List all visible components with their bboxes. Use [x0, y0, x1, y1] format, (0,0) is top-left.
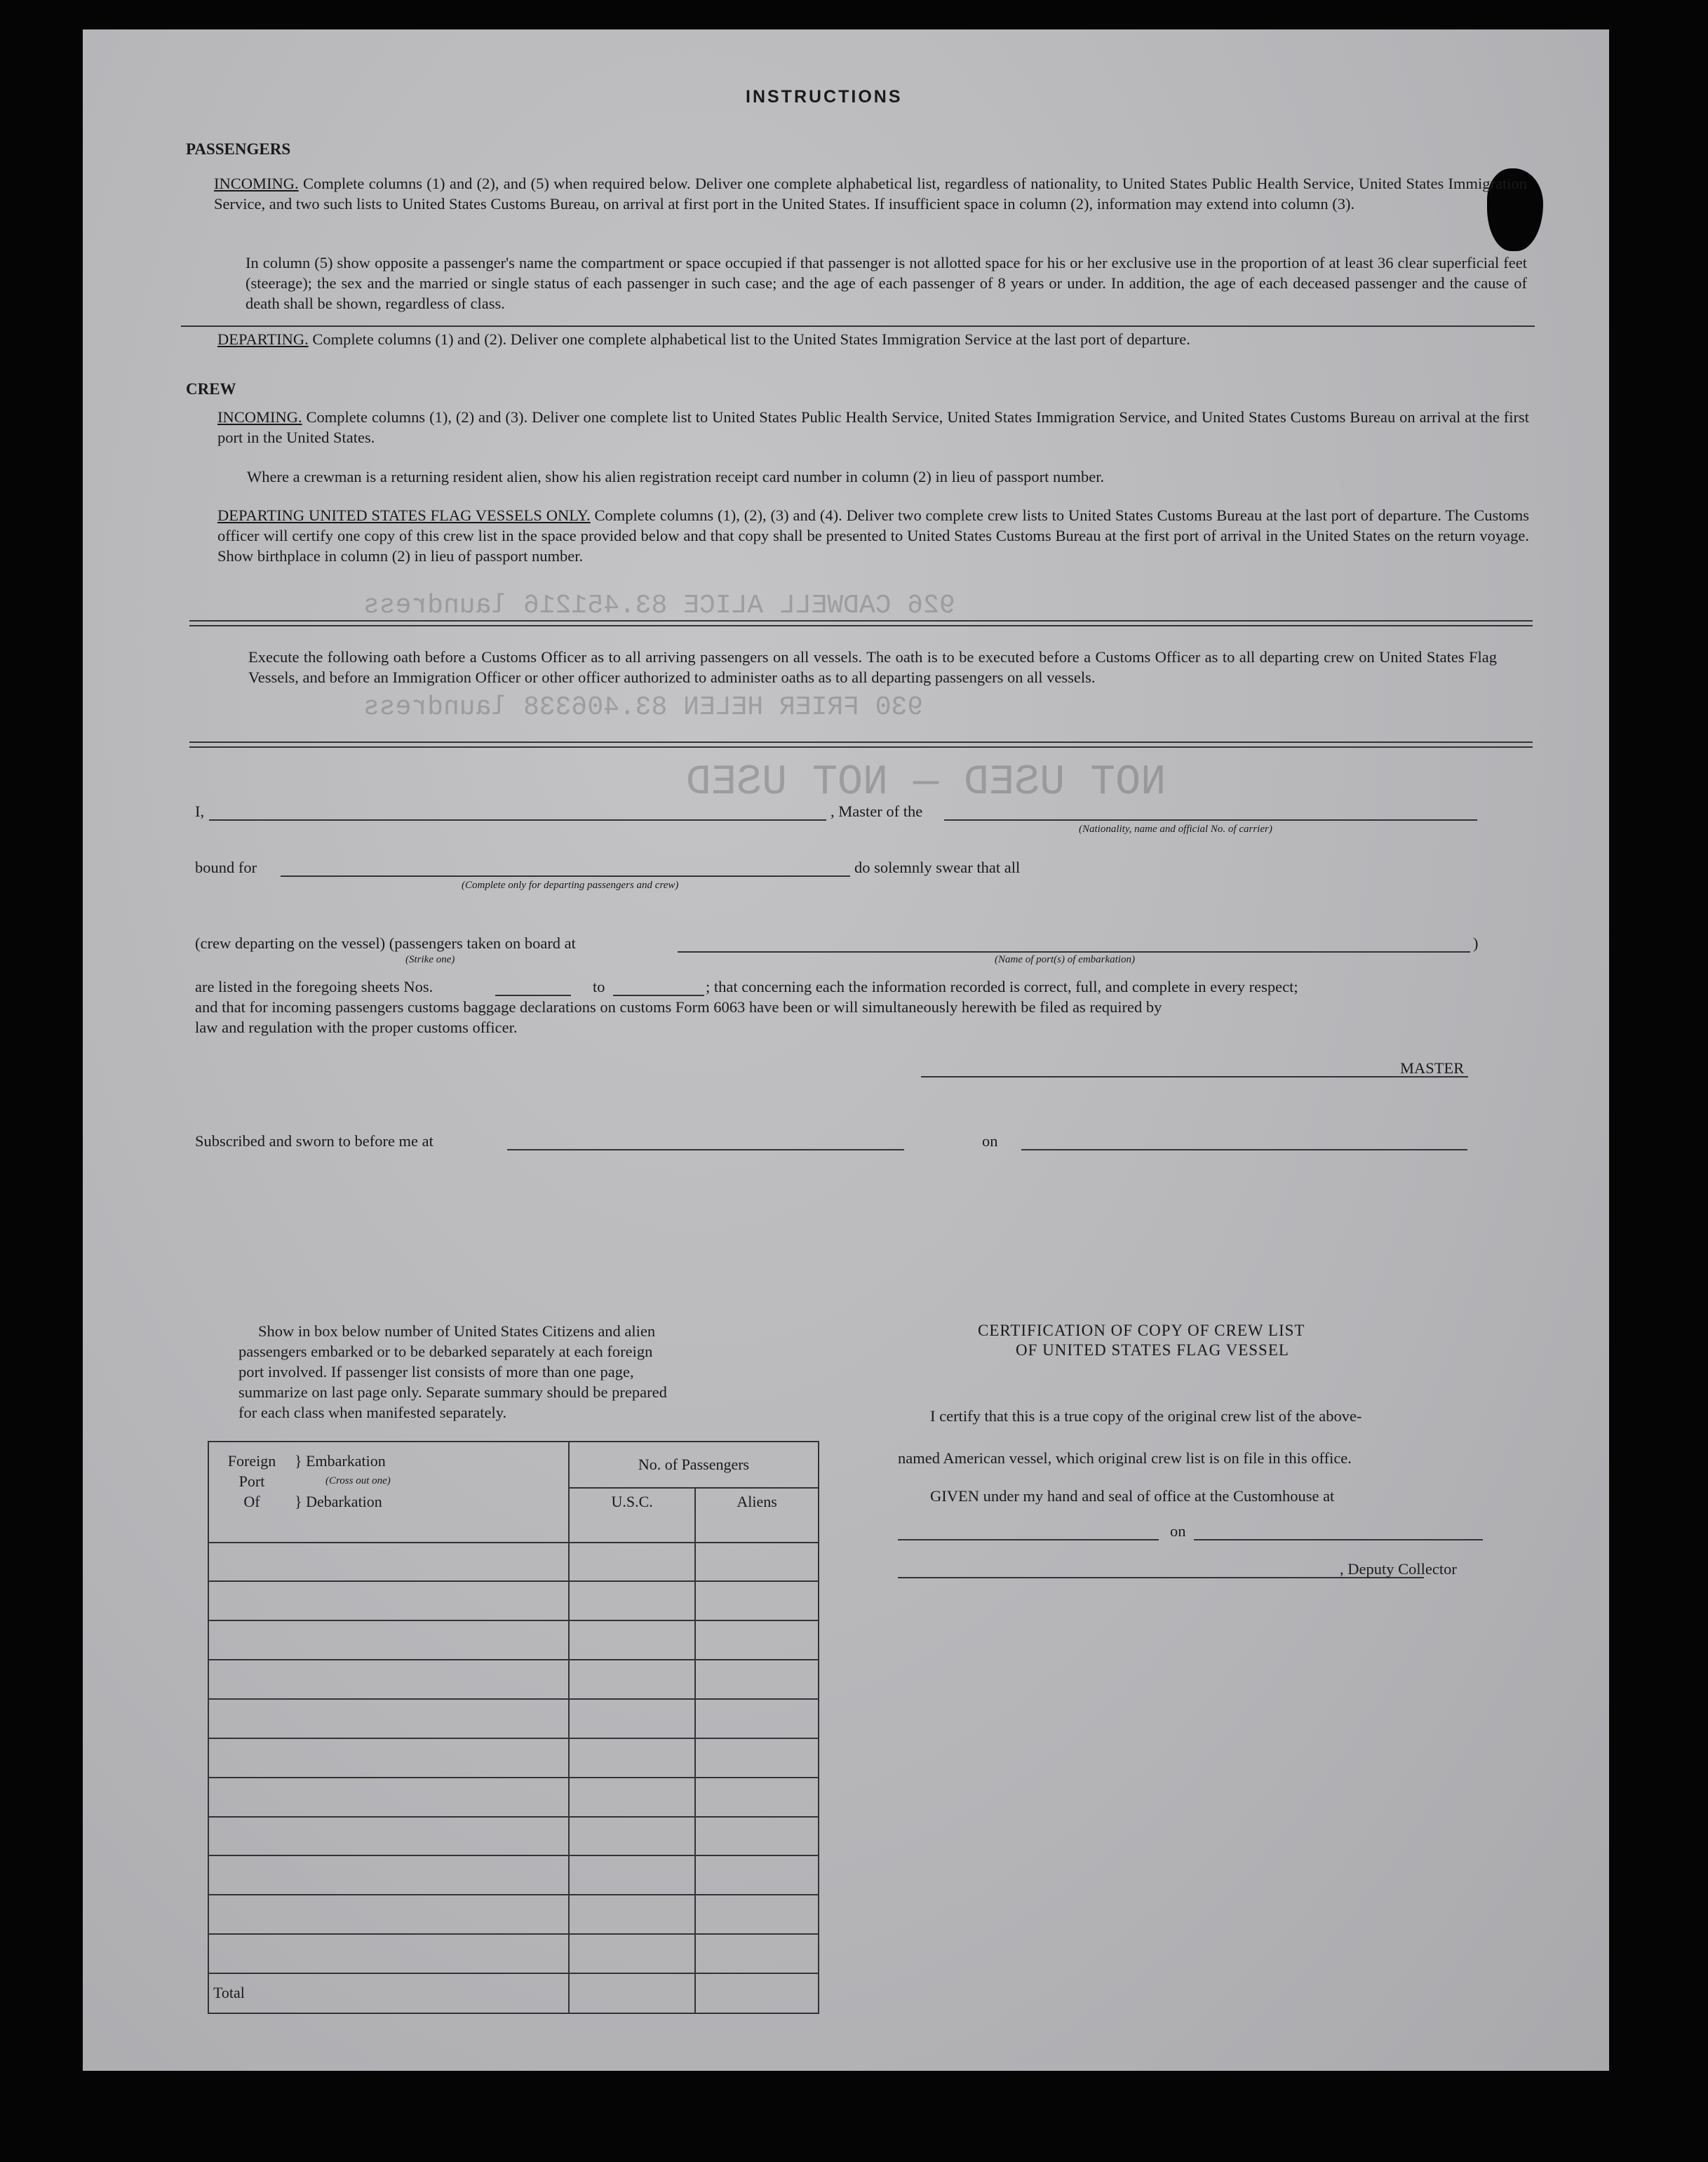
alien-paragraph: Where a crewman is a returning resident alien, show his alien registration receipt card number in column (2) in lieu of passport number. [247, 468, 1105, 485]
port-cell[interactable] [208, 1778, 569, 1817]
port-cell[interactable] [208, 1895, 569, 1934]
port-cell[interactable] [208, 1855, 569, 1895]
listed-post-label: ; that concerning each the information recorded is correct, full, and complete in every respect; [706, 978, 1298, 995]
listed-to-label: to [593, 978, 605, 995]
document-sheet [83, 29, 1609, 2071]
summary-line-2: passengers embarked or to be debarked separately at each foreign [238, 1343, 653, 1360]
sheet-from-field[interactable] [495, 995, 571, 996]
certification-on-label: on [1170, 1522, 1186, 1540]
passengers-heading: PASSENGERS [186, 140, 291, 158]
summary-line-5: for each class when manifested separately. [238, 1404, 507, 1421]
passengers-departing-label: DEPARTING. [217, 330, 309, 348]
passengers-departing-paragraph [217, 329, 1529, 349]
port-embarkation-field[interactable] [678, 951, 1470, 953]
cross-out-note: (Cross out one) [325, 1475, 391, 1486]
page-title: INSTRUCTIONS [746, 87, 903, 107]
double-divider [189, 620, 1533, 626]
certification-heading-2: OF UNITED STATES FLAG VESSEL [1016, 1341, 1289, 1359]
usc-cell[interactable] [569, 1543, 695, 1582]
subscribed-date-field[interactable] [1021, 1149, 1467, 1150]
port-cell[interactable] [208, 1817, 569, 1856]
passengers-incoming-paragraph [214, 173, 1527, 214]
port-cell[interactable] [208, 1543, 569, 1582]
aliens-cell[interactable] [695, 1778, 819, 1817]
close-paren: ) [1473, 934, 1479, 952]
crew-departing-label: (crew departing on the vessel) (passengers taken on board at [195, 934, 576, 952]
carrier-field[interactable] [944, 819, 1477, 821]
aliens-cell[interactable] [695, 1738, 819, 1778]
crew-incoming-label: INCOMING. [217, 408, 302, 426]
aliens-cell[interactable] [695, 1895, 819, 1934]
certification-date-field[interactable] [1194, 1539, 1483, 1540]
aliens-cell[interactable] [695, 1620, 819, 1660]
crew-incoming-paragraph [217, 407, 1529, 448]
master-of-the-label: , Master of the [831, 803, 923, 820]
deputy-collector-label: , Deputy Collector [1340, 1560, 1457, 1578]
usc-cell[interactable] [569, 1660, 695, 1699]
port-cell[interactable] [208, 1620, 569, 1660]
subscribed-place-field[interactable] [507, 1149, 904, 1150]
certification-line-2: named American vessel, which original crew list is on file in this office. [898, 1449, 1352, 1467]
do-swear-label: do solemnly swear that all [854, 859, 1021, 876]
passengers-incoming-label: INCOMING. [214, 175, 299, 192]
debarkation-label: } Debarkation [295, 1493, 382, 1510]
oath-i-label: I, [195, 803, 205, 820]
bound-for-field[interactable] [281, 875, 850, 877]
master-label: MASTER [1400, 1059, 1465, 1077]
bleed-through-text: NOT USED — NOT USED [686, 759, 1166, 807]
no-of-passengers-header: No. of Passengers [569, 1442, 819, 1488]
port-header-cell [208, 1442, 569, 1543]
nationality-note: (Nationality, name and official No. of carrier) [1079, 824, 1272, 835]
aliens-cell[interactable] [695, 1543, 819, 1582]
bleed-through-text: 926 CADWELL ALICE 83.451216 laundress [363, 591, 955, 621]
subscribed-label: Subscribed and sworn to before me at [195, 1132, 433, 1150]
aliens-cell[interactable] [695, 1855, 819, 1895]
embarkation-label: } Embarkation [295, 1452, 386, 1470]
column5-paragraph: In column (5) show opposite a passenger's name the compartment or space occupied if that passenger is not allotted space for his or her exclusive use in the proportion of at least 36 clear superficial feet (steerage); the sex and the married or single status of each passenger in such case; and the age of each passenger of 8 years or under. In addition, the age of each deceased passenger and the cause of death shall be shown, regardless of class. [246, 254, 1527, 312]
port-label: Port [238, 1472, 265, 1490]
summary-line-3: port involved. If passenger list consists of more than one page, [238, 1363, 634, 1381]
bleed-through-text: 930 FRIER HELEN 83.406338 laundress [363, 692, 924, 723]
usc-cell[interactable] [569, 1817, 695, 1856]
aliens-cell[interactable] [695, 1660, 819, 1699]
listed-pre-label: are listed in the foregoing sheets Nos. [195, 978, 433, 995]
passengers-incoming-text: Complete columns (1) and (2), and (5) when required below. Deliver one complete alphabetical list, regardless of nationality, to United States Public Health Service, United States Immigration Service, and two such lists to United States Customs Bureau, on arrival at first port in the United States. If insufficient space in column (2), information may extend into column (3). [214, 175, 1527, 213]
aliens-cell[interactable] [695, 1699, 819, 1738]
aliens-cell[interactable] [695, 1817, 819, 1856]
sheet-to-field[interactable] [613, 995, 704, 996]
passenger-summary-table [208, 1441, 819, 2014]
double-divider [189, 741, 1533, 748]
crew-heading: CREW [186, 380, 236, 398]
certification-line-1: I certify that this is a true copy of the original crew list of the above- [930, 1407, 1362, 1425]
total-aliens-cell[interactable] [695, 1973, 819, 2013]
usc-cell[interactable] [569, 1855, 695, 1895]
customhouse-field[interactable] [898, 1539, 1159, 1540]
subscribed-on-label: on [982, 1132, 998, 1150]
crew-incoming-text: Complete columns (1), (2) and (3). Deliver one complete list to United States Public Health Service, United States Immigration Service, and United States Customs Bureau on arrival at the first port in the United States. [217, 408, 1530, 446]
port-cell[interactable] [208, 1934, 569, 1973]
summary-line-1: Show in box below number of United States Citizens and alien [258, 1322, 656, 1340]
oath-intro-paragraph: Execute the following oath before a Customs Officer as to all arriving passengers on all vessels. The oath is to be executed before a Customs Officer as to all departing crew on United States Flag Vessels, and before an Immigration Officer or other officer authorized to administer oaths as to all departing passengers on all vessels. [248, 648, 1497, 686]
foreign-port-of-label [213, 1451, 290, 1512]
strike-one-note: (Strike one) [405, 954, 455, 965]
summary-line-4: summarize on last page only. Separate summary should be prepared [238, 1383, 667, 1401]
usc-cell[interactable] [569, 1620, 695, 1660]
usc-cell[interactable] [569, 1895, 695, 1934]
aliens-cell[interactable] [695, 1581, 819, 1620]
usc-header: U.S.C. [569, 1488, 695, 1543]
certification-heading-1: CERTIFICATION OF COPY OF CREW LIST [978, 1322, 1305, 1339]
flag-vessels-text: Complete columns (1), (2), (3) and (4). Deliver two complete crew lists to United States Customs Bureau at the last port of departure. The Customs officer will certify one copy of this crew list in the space provided below and that copy shall be presented to United States Customs Bureau at the first port of arrival in the United States on the return voyage. Show birthplace in column (2) in lieu of passport number. [217, 506, 1530, 565]
listed-line3: law and regulation with the proper customs officer. [195, 1019, 518, 1036]
usc-cell[interactable] [569, 1699, 695, 1738]
flag-vessels-label: DEPARTING UNITED STATES FLAG VESSELS ONLY. [217, 506, 591, 524]
usc-cell[interactable] [569, 1738, 695, 1778]
flag-vessels-paragraph [217, 505, 1529, 566]
certification-line-3: GIVEN under my hand and seal of office at the Customhouse at [930, 1487, 1335, 1505]
port-cell[interactable] [208, 1738, 569, 1778]
master-signature-field[interactable] [921, 1076, 1468, 1077]
foreign-label: Foreign [227, 1452, 276, 1470]
port-cell[interactable] [208, 1581, 569, 1620]
port-cell[interactable] [208, 1660, 569, 1699]
bound-for-label: bound for [195, 859, 257, 876]
total-usc-cell[interactable] [569, 1973, 695, 2013]
divider [181, 325, 1535, 327]
master-name-field[interactable] [209, 819, 826, 821]
passengers-departing-text: Complete columns (1) and (2). Deliver one complete alphabetical list to the United States Immigration Service at the last port of departure. [312, 330, 1190, 348]
usc-cell[interactable] [569, 1934, 695, 1973]
usc-cell[interactable] [569, 1778, 695, 1817]
aliens-cell[interactable] [695, 1934, 819, 1973]
port-cell[interactable] [208, 1699, 569, 1738]
name-of-port-note: (Name of port(s) of embarkation) [995, 954, 1135, 965]
total-label: Total [208, 1973, 569, 2013]
of-label: Of [243, 1493, 260, 1510]
usc-cell[interactable] [569, 1581, 695, 1620]
aliens-header: Aliens [695, 1488, 819, 1543]
complete-only-note: (Complete only for departing passengers and crew) [462, 880, 679, 891]
listed-line2: and that for incoming passengers customs baggage declarations on customs Form 6063 have been or will simultaneously herewith be filed as required by [195, 998, 1162, 1016]
